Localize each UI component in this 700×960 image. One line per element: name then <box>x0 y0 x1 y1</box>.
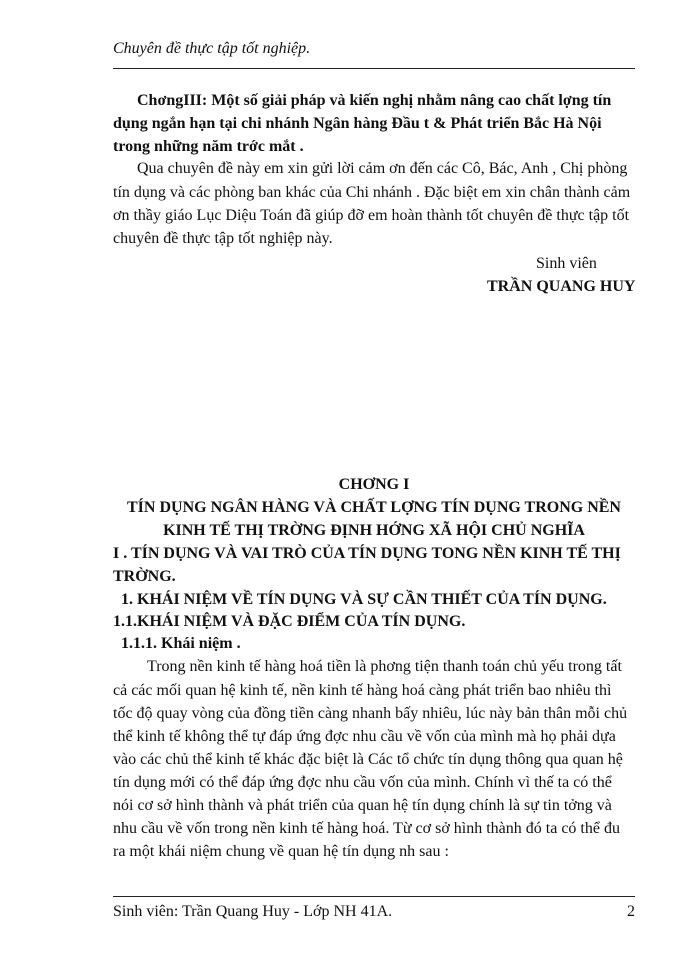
header-title: Chuyên đề thực tập tốt nghiệp. <box>113 40 311 57</box>
chapter-title-line-2: KINH TẾ THỊ TRỜNG ĐỊNH HỚNG XÃ HỘI CHỦ NGHĨA <box>163 522 585 539</box>
signature-name: TRẦN QUANG HUY <box>487 278 636 295</box>
body-line: cả các mối quan hệ kinh tế, nền kinh tế hàng hoá càng phát triển bao nhiêu thì <box>113 682 612 699</box>
chapter-number: CHƠNG I <box>338 476 410 493</box>
thanks-line-1: Qua chuyên đề này em xin gửi lời cảm ơn đến các Cô, Bác, Anh , Chị phòng <box>137 160 628 177</box>
thanks-line-4: chuyên đề thực tập tốt nghiệp này. <box>113 230 333 247</box>
chapter-title-line-1: TÍN DỤNG NGÂN HÀNG VÀ CHẤT LỢNG TÍN DỤNG TRONG NỀN <box>127 499 621 516</box>
header-rule <box>113 68 635 69</box>
body-line: Trong nền kinh tế hàng hoá tiền là phơng tiện thanh toán chủ yếu trong tất <box>147 658 622 675</box>
section1-line-1: I . TÍN DỤNG VÀ VAI TRÒ CỦA TÍN DỤNG TONG NỀN KINH TẾ THỊ <box>113 545 621 562</box>
body-line: nói cơ sở hình thành và phát triển của quan hệ tín dụng chính là sự tin tởng và <box>113 797 612 814</box>
thanks-line-3: ơn thầy giáo Lục Diệu Toán đã giúp đỡ em hoàn thành tốt chuyên đề thực tập tốt <box>113 207 630 224</box>
footer-author: Sinh viên: Trần Quang Huy - Lớp NH 41A. <box>113 903 393 920</box>
chapter3-line-3: trong những năm trớc mắt . <box>113 138 304 155</box>
body-line: vào các chủ thể kinh tế khác đặc biệt là Các tổ chức tín dụng thông qua quan hệ <box>113 751 623 768</box>
body-line: tốc độ quay vòng của đồng tiền càng nhanh bấy nhiêu, lúc này bản thân mỗi chủ <box>113 705 628 722</box>
subsection-1-1: 1.1.KHÁI NIỆM VÀ ĐẶC ĐIỂM CỦA TÍN DỤNG. <box>113 613 466 630</box>
footer-rule <box>113 896 635 897</box>
section1-line-2: TRỜNG. <box>113 568 176 585</box>
body-line: nhu cầu về vốn trong nền kinh tế hàng hoá. Từ cơ sở hình thành đó ta có thể đu <box>113 820 620 837</box>
page-number: 2 <box>627 903 635 920</box>
chapter3-line-1: ChơngIII: Một số giải pháp và kiến nghị nhằm nâng cao chất lợng tín <box>137 92 612 109</box>
body-line: tín dụng mới có thể đáp ứng đợc nhu cầu vốn của mình. Chính vì thế ta có thể <box>113 774 612 791</box>
signature-role: Sinh viên <box>536 255 597 272</box>
body-line: ra một khái niệm chung về quan hệ tín dụng nh sau : <box>113 843 449 860</box>
subsection-1-1-1: 1.1.1. Khái niệm . <box>121 635 241 652</box>
thanks-line-2: tín dụng và các phòng ban khác của Chi nhánh . Đặc biệt em xin chân thành cảm <box>113 184 631 201</box>
body-line: thể kinh tế không thể tự đáp ứng đợc nhu cầu về vốn của mình mà họ phải dựa <box>113 728 616 745</box>
chapter3-line-2: dụng ngắn hạn tại chi nhánh Ngân hàng Đầu t & Phát triển Bắc Hà Nội <box>113 115 602 132</box>
subsection-1: 1. KHÁI NIỆM VỀ TÍN DỤNG VÀ SỰ CẦN THIẾT CỦA TÍN DỤNG. <box>121 591 607 608</box>
